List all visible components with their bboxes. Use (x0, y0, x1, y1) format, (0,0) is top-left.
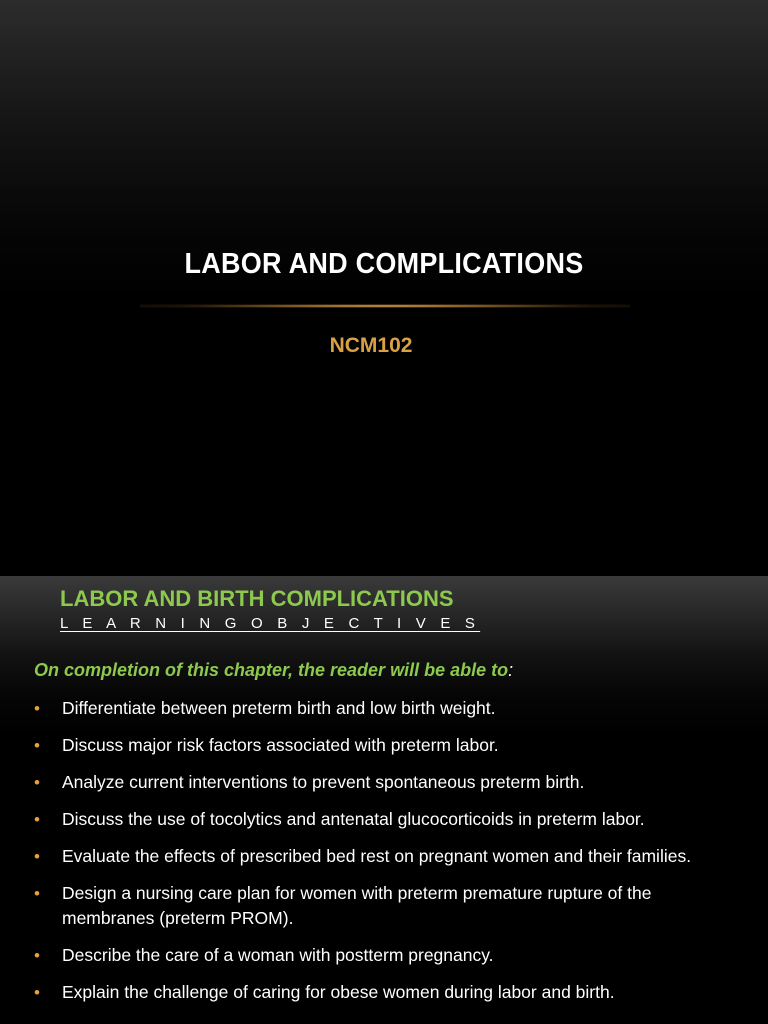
bullet-icon: • (34, 847, 40, 866)
bullet-icon: • (34, 699, 40, 718)
list-item (0, 980, 768, 1005)
list-item (0, 770, 768, 795)
list-item (0, 733, 768, 758)
intro-label: On completion of this chapter, the reader will be able to (34, 660, 509, 680)
intro-text (34, 660, 513, 681)
objective-text: Discuss major risk factors associated with preterm labor. (62, 735, 499, 755)
slide-heading: LABOR AND BIRTH COMPLICATIONS (60, 586, 454, 611)
bullet-icon: • (34, 946, 40, 965)
objective-text: Differentiate between preterm birth and low birth weight. (62, 698, 496, 718)
slide-subtitle: NCM102 (329, 334, 413, 357)
objective-text: Design a nursing care plan for women with preterm premature rupture of the membranes (preterm PROM). (62, 883, 652, 928)
bullet-icon: • (34, 884, 40, 903)
list-item (0, 696, 768, 721)
bullet-icon: • (34, 736, 40, 755)
list-item (0, 807, 768, 832)
list-item (0, 943, 768, 968)
list-item (0, 881, 768, 931)
intro-colon: : (508, 660, 514, 680)
objectives-slide (0, 576, 768, 1024)
list-item (0, 844, 768, 869)
objective-text: Analyze current interventions to prevent spontaneous preterm birth. (62, 772, 585, 792)
objective-text: Evaluate the effects of prescribed bed rest on pregnant women and their families. (62, 846, 692, 866)
objective-text: Explain the challenge of caring for obese women during labor and birth. (62, 982, 615, 1002)
bullet-icon: • (34, 983, 40, 1002)
slide-title: LABOR AND COMPLICATIONS (184, 248, 584, 280)
objectives-list (0, 696, 768, 1017)
bullet-icon: • (34, 810, 40, 829)
slide-subheading: L E A R N I N G O B J E C T I V E S (60, 615, 481, 632)
objective-text: Describe the care of a woman with postterm pregnancy. (62, 945, 494, 965)
bullet-icon: • (34, 773, 40, 792)
objective-text: Discuss the use of tocolytics and antenatal glucocorticoids in preterm labor. (62, 809, 645, 829)
title-divider (140, 304, 630, 308)
